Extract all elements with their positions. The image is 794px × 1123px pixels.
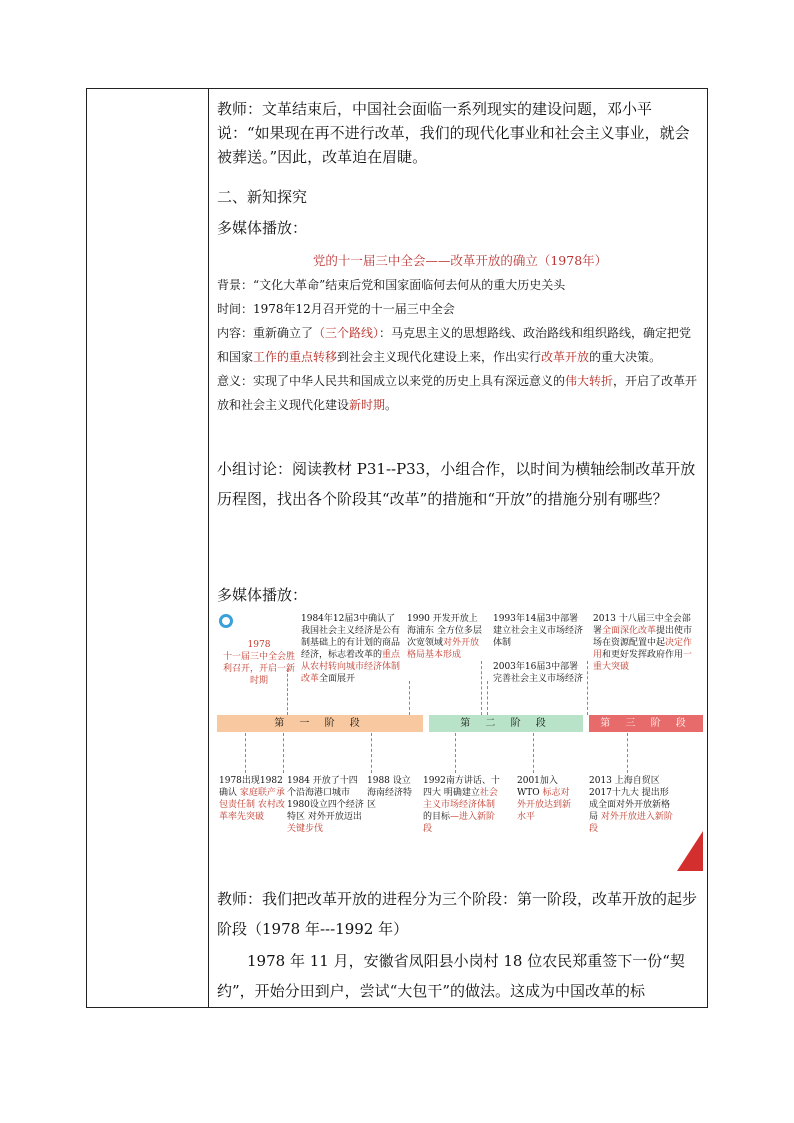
bottom-1978: 1978出现1982确认 家庭联产承包责任制 农村改革率先突破 bbox=[219, 776, 285, 822]
slide-time: 时间：1978年12月召开党的十一届三中全会 bbox=[217, 302, 455, 316]
top-2013: 2013 十八届三中全会部署全面深化改革提出使市场在资源配置中起决定作用和更好发挥政府作用一重大突破 bbox=[593, 614, 693, 672]
multimedia-label-2: 多媒体播放： bbox=[217, 586, 308, 604]
bottom-2001: 2001加入WTO 标志对外开放达到新水平 bbox=[517, 776, 572, 822]
teacher-intro: 教师：文革结束后，中国社会面临一系列现实的建设问题，邓小平说：“如果现在再不进行改革，我们的现代化事业和社会主义事业，就会被葬送。”因此，改革迫在眉睫。 bbox=[217, 100, 690, 166]
top-1978: 1978 十一届三中全会胜利召开，开启一新时期 bbox=[223, 640, 296, 686]
timeline-logo-icon bbox=[219, 614, 233, 628]
top-2003: 2003年16届3中部署完善社会主义市场经济 bbox=[493, 662, 584, 684]
slide-title: 党的十一届三中全会——改革开放的确立（1978年） bbox=[312, 253, 608, 268]
slide-background: 背景：“文化大革命”结束后党和国家面临何去何从的重大历史关头 bbox=[217, 278, 566, 292]
xiaogang-paragraph: 1978 年 11 月，安徽省凤阳县小岗村 18 位农民郑重签下一份“契约”，开始分田到户，尝试“大包干”的做法。这成为中国改革的标 bbox=[217, 952, 685, 1000]
decorative-corner bbox=[677, 831, 703, 871]
group-discussion: 小组讨论：阅读教材 P31--P33，小组合作，以时间为横轴绘制改革开放历程图，找出各个阶段其“改革”的措施和“开放”的措施分别有哪些？ bbox=[217, 460, 696, 508]
top-1984: 1984年12届3中确认了我国社会主义经济是公有制基础上的有计划的商品经济，标志着改革的重点从农村转向城市经济体制改革全面展开 bbox=[301, 614, 401, 684]
reform-timeline bbox=[217, 611, 705, 873]
bottom-1992: 1992南方讲话、十四大 明确建立社会主义市场经济体制的目标—进入新阶段 bbox=[423, 776, 500, 834]
teacher-stages: 教师：我们把改革开放的进程分为三个阶段：第一阶段，改革开放的起步阶段（1978 年---1992 年） bbox=[217, 890, 698, 938]
slide-content: 内容：重新确立了（三个路线）：马克思主义的思想路线、政治路线和组织路线，确定把党和国家工作的重点转移到社会主义现代化建设上来，作出实行改革开放的重大决策。 bbox=[217, 326, 692, 364]
stage-3-bar: 第 三 阶 段 bbox=[589, 715, 703, 732]
bottom-2013: 2013 上海自贸区 2017十九大 提出形成全面对外开放新格局 对外开放进入新阶段 bbox=[589, 776, 673, 834]
lesson-table bbox=[86, 88, 708, 1008]
top-1993: 1993年14届3中部署建立社会主义市场经济体制 bbox=[493, 614, 584, 648]
stage-2-bar: 第 二 阶 段 bbox=[429, 715, 583, 732]
multimedia-label: 多媒体播放： bbox=[217, 219, 308, 237]
top-1990: 1990 开发开放上海浦东 全方位多层次宽领域对外开放格局基本形成 bbox=[407, 614, 482, 660]
bottom-1984: 1984 开放了十四个沿海港口城市1980设立四个经济特区 对外开放迈出关键步伐 bbox=[287, 776, 364, 834]
bottom-1988: 1988 设立海南经济特区 bbox=[367, 776, 413, 810]
section-title: 二、新知探究 bbox=[217, 188, 308, 206]
column-divider bbox=[208, 89, 209, 1007]
slide-third-plenum bbox=[217, 249, 703, 417]
stage-1-bar: 第 一 阶 段 bbox=[217, 715, 423, 732]
slide-meaning: 意义：实现了中华人民共和国成立以来党的历史上具有深远意义的伟大转折，开启了改革开放和社会主义现代化建设新时期。 bbox=[217, 374, 698, 412]
